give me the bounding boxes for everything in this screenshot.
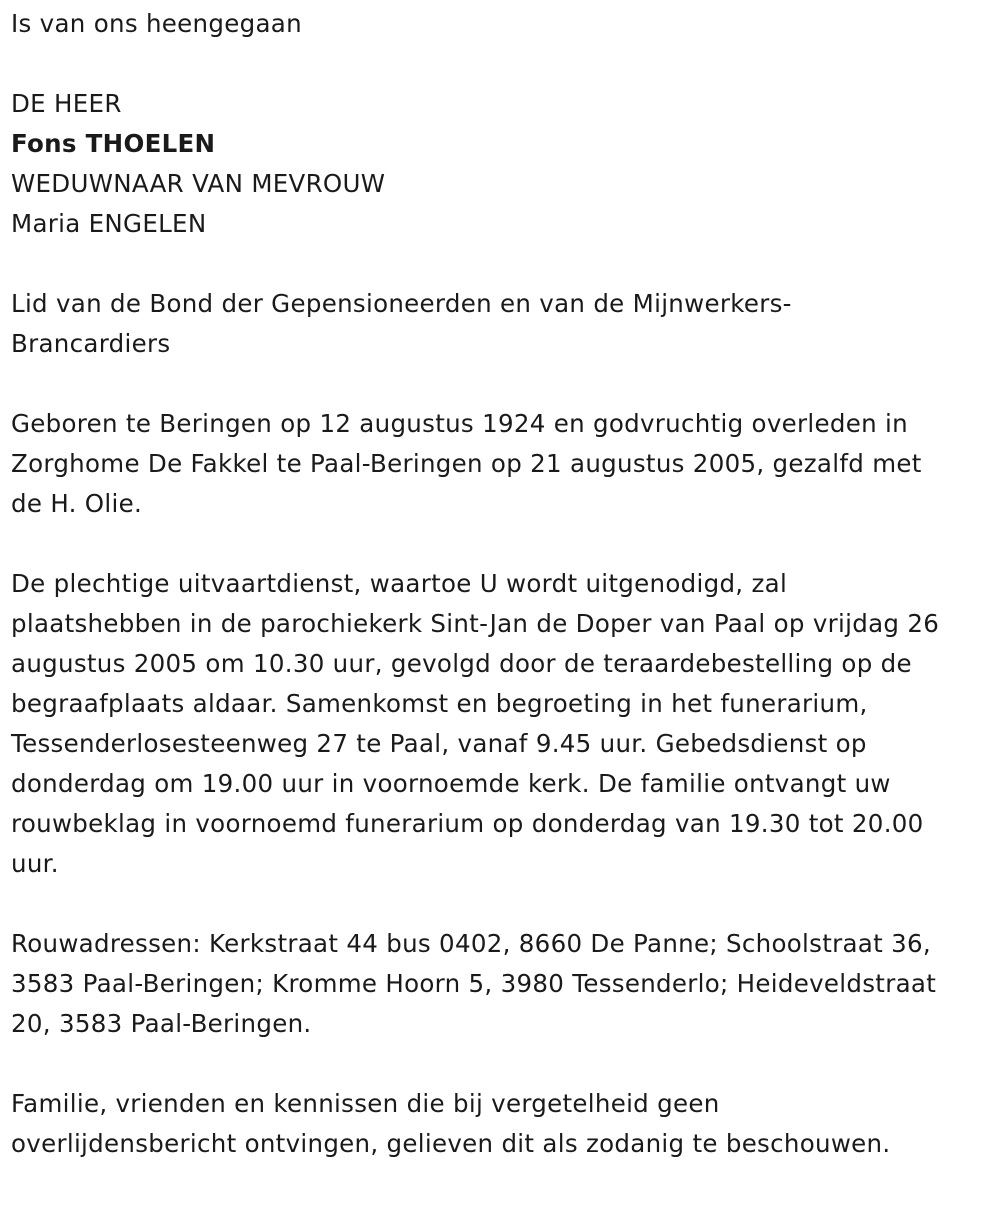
honorific-title: DE HEER — [11, 89, 122, 118]
paragraph-line: Tessenderlosesteenweg 27 te Paal, vanaf 9.45 uur. Gebedsdienst op — [11, 729, 867, 758]
deceased-name: Fons THOELEN — [11, 129, 216, 158]
mourning-addresses-paragraph — [11, 924, 996, 1044]
funeral-service-paragraph — [11, 564, 996, 884]
paragraph-line: de H. Olie. — [11, 489, 143, 518]
spouse-name: Maria ENGELEN — [11, 209, 207, 238]
spacer — [11, 244, 996, 284]
paragraph-line: overlijdensbericht ontvingen, gelieven dit als zodanig te beschouwen. — [11, 1129, 891, 1158]
paragraph-line: Zorghome De Fakkel te Paal-Beringen op 21 augustus 2005, gezalfd met — [11, 449, 922, 478]
paragraph-line: begraafplaats aldaar. Samenkomst en begroeting in het funerarium, — [11, 689, 868, 718]
paragraph-line: Rouwadressen: Kerkstraat 44 bus 0402, 8660 De Panne; Schoolstraat 36, — [11, 929, 931, 958]
spacer — [11, 364, 996, 404]
intro-text: Is van ons heengegaan — [11, 9, 302, 38]
paragraph-line: augustus 2005 om 10.30 uur, gevolgd door de teraardebestelling op de — [11, 649, 912, 678]
paragraph-line: 3583 Paal-Beringen; Kromme Hoorn 5, 3980 Tessenderlo; Heideveldstraat — [11, 969, 937, 998]
paragraph-line: uur. — [11, 849, 59, 878]
paragraph-line: 20, 3583 Paal-Beringen. — [11, 1009, 312, 1038]
spacer — [11, 44, 996, 84]
birth-death-paragraph — [11, 404, 996, 524]
paragraph-line: Lid van de Bond der Gepensioneerden en van de Mijnwerkers- — [11, 289, 792, 318]
paragraph-line: Brancardiers — [11, 329, 171, 358]
paragraph-line: Geboren te Beringen op 12 augustus 1924 en godvruchtig overleden in — [11, 409, 908, 438]
spacer — [11, 884, 996, 924]
paragraph-line: rouwbeklag in voornoemd funerarium op donderdag van 19.30 tot 20.00 — [11, 809, 924, 838]
paragraph-line: Familie, vrienden en kennissen die bij vergetelheid geen — [11, 1089, 720, 1118]
paragraph-line: De plechtige uitvaartdienst, waartoe U wordt uitgenodigd, zal — [11, 569, 788, 598]
relation-text: WEDUWNAAR VAN MEVROUW — [11, 169, 386, 198]
closing-paragraph — [11, 1084, 996, 1164]
paragraph-line: plaatshebben in de parochiekerk Sint-Jan de Doper van Paal op vrijdag 26 — [11, 609, 940, 638]
paragraph-line: donderdag om 19.00 uur in voornoemde kerk. De familie ontvangt uw — [11, 769, 891, 798]
spacer — [11, 1044, 996, 1084]
membership-paragraph — [11, 284, 996, 364]
obituary-notice — [11, 4, 996, 1164]
spacer — [11, 524, 996, 564]
